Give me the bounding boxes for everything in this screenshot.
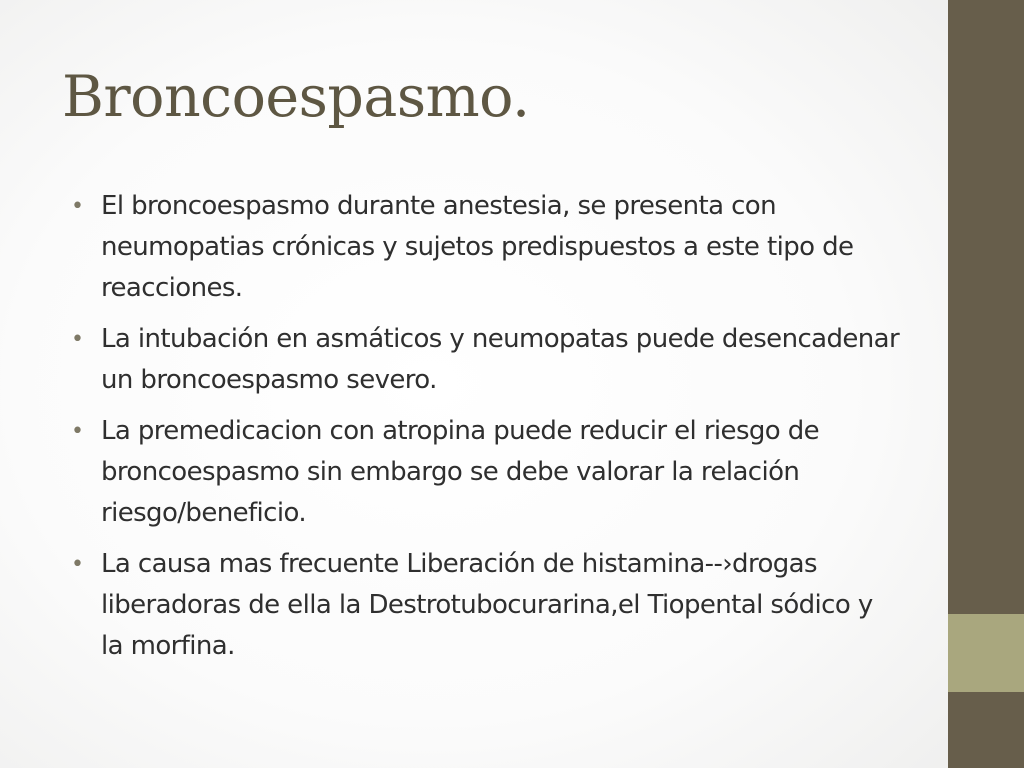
bullet-text: La intubación en asmáticos y neumopatas puede desencadenar un broncoespasmo severo. bbox=[101, 324, 900, 395]
bullet-text: El broncoespasmo durante anestesia, se presenta con neumopatias crónicas y sujetos predispuestos a este tipo de reacciones. bbox=[101, 191, 854, 303]
slide-title: Broncoespasmo. bbox=[62, 64, 530, 130]
bullet-list bbox=[70, 186, 900, 677]
bullet-text: La premedicacion con atropina puede reducir el riesgo de broncoespasmo sin embargo se debe valorar la relación riesgo/beneficio. bbox=[101, 416, 820, 528]
bullet-text: La causa mas frecuente Liberación de histamina--›drogas liberadoras de ella la Destrotubocurarina,el Tiopental sódico y la morfina. bbox=[101, 549, 873, 661]
bullet-item bbox=[70, 186, 900, 309]
bullet-icon: • bbox=[71, 194, 84, 219]
bullet-item bbox=[70, 319, 900, 401]
side-bar-accent bbox=[948, 614, 1024, 692]
bullet-icon: • bbox=[71, 552, 84, 577]
bullet-item bbox=[70, 544, 900, 667]
bullet-icon: • bbox=[71, 419, 84, 444]
bullet-item bbox=[70, 411, 900, 534]
bullet-icon: • bbox=[71, 327, 84, 352]
